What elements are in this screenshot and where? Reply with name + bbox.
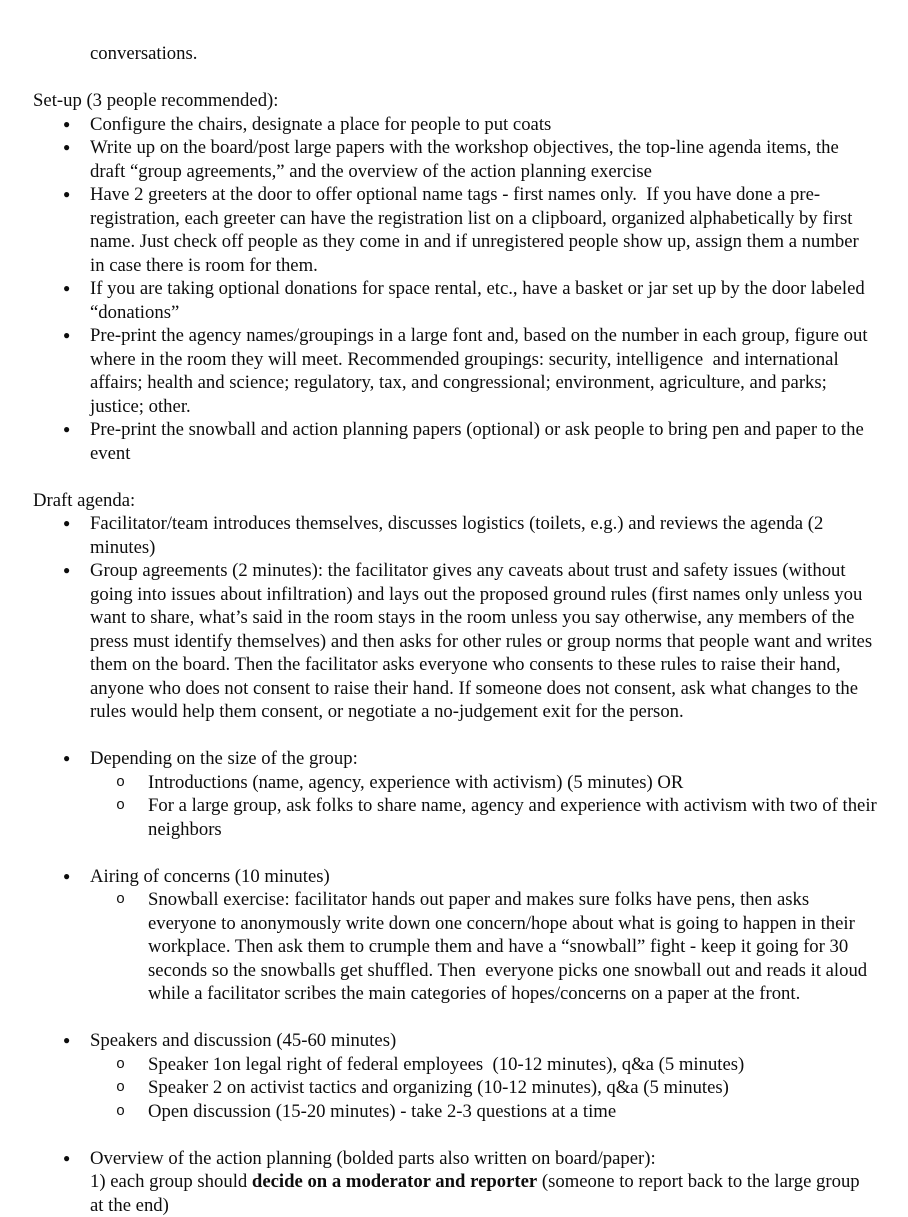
bullet-marker: ●	[63, 113, 70, 137]
blank-line	[33, 1006, 877, 1030]
bullet-item	[33, 113, 877, 137]
bullet-item	[33, 1029, 877, 1053]
bullet-text: Depending on the size of the group:	[90, 748, 358, 769]
bullet-text	[90, 1148, 864, 1216]
bullet-marker: ●	[63, 559, 70, 583]
bullet-text: Speakers and discussion (45-60 minutes)	[90, 1030, 396, 1051]
bullet-marker: ●	[63, 136, 70, 160]
blank-line	[33, 724, 877, 748]
bullet-marker: ●	[63, 512, 70, 536]
sub-bullet-marker: o	[116, 888, 125, 912]
bullet-text: Airing of concerns (10 minutes)	[90, 866, 330, 887]
bullet-item	[33, 747, 877, 771]
bullet-item	[33, 418, 877, 465]
bullet-text: If you are taking optional donations for space rental, etc., have a basket or jar set up by the door labeled “donations”	[90, 278, 869, 323]
overview-line2-bold: decide on a moderator and reporter	[252, 1171, 537, 1192]
bullet-marker: ●	[63, 277, 70, 301]
blank-line	[33, 465, 877, 489]
sub-bullet-item	[33, 794, 877, 841]
overview-line2-pre: 1) each group should	[90, 1171, 252, 1192]
section-heading-text: Set-up (3 people recommended):	[33, 90, 278, 111]
bullet-item	[33, 559, 877, 724]
sub-bullet-item	[33, 1053, 877, 1077]
section-heading-text: Draft agenda:	[33, 490, 135, 511]
overview-line1: Overview of the action planning (bolded parts also written on board/paper):	[90, 1148, 656, 1169]
bullet-text: Facilitator/team introduces themselves, discusses logistics (toilets, e.g.) and reviews the agenda (2 minutes)	[90, 513, 828, 558]
sub-bullet-text: Open discussion (15-20 minutes) - take 2-3 questions at a time	[148, 1101, 616, 1122]
sub-bullet-text: Snowball exercise: facilitator hands out paper and makes sure folks have pens, then asks everyone to anonymously write down one concern/hope about what is going to happen in their workplace. Then ask them to crumple them and have a “snowball” fight - keep it going for 30 seconds so the snowballs get shuffled. Then everyone picks one snowball out and reads it aloud while a facilitator scribes the main categories of hopes/concerns on a paper at the front.	[148, 889, 872, 1004]
bullet-marker: ●	[63, 747, 70, 771]
sub-bullet-text: For a large group, ask folks to share name, agency and experience with activism with two of their neighbors	[148, 795, 881, 840]
bullet-text: Write up on the board/post large papers with the workshop objectives, the top-line agenda items, the draft “group agreements,” and the overview of the action planning exercise	[90, 137, 843, 182]
sub-bullet-marker: o	[116, 1076, 125, 1100]
bullet-text: Pre-print the snowball and action planning papers (optional) or ask people to bring pen and paper to the event	[90, 419, 868, 464]
bullet-marker: ●	[63, 1029, 70, 1053]
sub-bullet-item	[33, 888, 877, 1006]
bullet-text: Configure the chairs, designate a place for people to put coats	[90, 114, 551, 135]
sub-bullet-marker: o	[116, 794, 125, 818]
sub-bullet-item	[33, 1100, 877, 1124]
bullet-item	[33, 1147, 877, 1217]
continuation-line	[33, 42, 877, 66]
sub-bullet-text: Speaker 1on legal right of federal employees (10-12 minutes), q&a (5 minutes)	[148, 1054, 744, 1075]
bullet-marker: ●	[63, 183, 70, 207]
bullet-text: Have 2 greeters at the door to offer optional name tags - first names only. If you have done a pre-registration, each greeter can have the registration list on a clipboard, organized alphabetically by first name. Just check off people as they come in and if unregistered people show up, assign them a number in case there is room for them.	[90, 184, 863, 276]
bullet-item	[33, 512, 877, 559]
overview-line2-post: (someone to report back to the large group at the end)	[90, 1171, 864, 1216]
bullet-marker: ●	[63, 1147, 70, 1171]
section-heading-setup	[33, 89, 877, 113]
blank-line	[33, 841, 877, 865]
sub-bullet-marker: o	[116, 1053, 125, 1077]
bullet-item	[33, 183, 877, 277]
bullet-marker: ●	[63, 865, 70, 889]
sub-bullet-item	[33, 771, 877, 795]
bullet-item	[33, 136, 877, 183]
section-heading-agenda	[33, 489, 877, 513]
continuation-text: conversations.	[90, 43, 197, 64]
bullet-text: Pre-print the agency names/groupings in a large font and, based on the number in each group, figure out where in the room they will meet. Recommended groupings: security, intelligence and international affairs; health and science; regulatory, tax, and congressional; environment, agriculture, and parks; justice; other.	[90, 325, 872, 417]
bullet-marker: ●	[63, 324, 70, 348]
sub-bullet-text: Speaker 2 on activist tactics and organizing (10-12 minutes), q&a (5 minutes)	[148, 1077, 729, 1098]
blank-line	[33, 66, 877, 90]
bullet-item	[33, 277, 877, 324]
bullet-item	[33, 865, 877, 889]
sub-bullet-marker: o	[116, 1100, 125, 1124]
sub-bullet-item	[33, 1076, 877, 1100]
sub-bullet-marker: o	[116, 771, 125, 795]
bullet-marker: ●	[63, 418, 70, 442]
bullet-text: Group agreements (2 minutes): the facilitator gives any caveats about trust and safety issues (without going into issues about infiltration) and lays out the proposed ground rules (first names only unless you want to share, what’s said in the room stays in the room unless you say otherwise, any members of the press must identify themselves) and then asks for other rules or group norms that people want and writes them on the board. Then the facilitator asks everyone who consents to these rules to raise their hand, anyone who does not consent to raise their hand. If someone does not consent, ask what changes to the rules would help them consent, or negotiate a no-judgement exit for the person.	[90, 560, 877, 722]
blank-line	[33, 1123, 877, 1147]
bullet-item	[33, 324, 877, 418]
sub-bullet-text: Introductions (name, agency, experience with activism) (5 minutes) OR	[148, 772, 683, 793]
